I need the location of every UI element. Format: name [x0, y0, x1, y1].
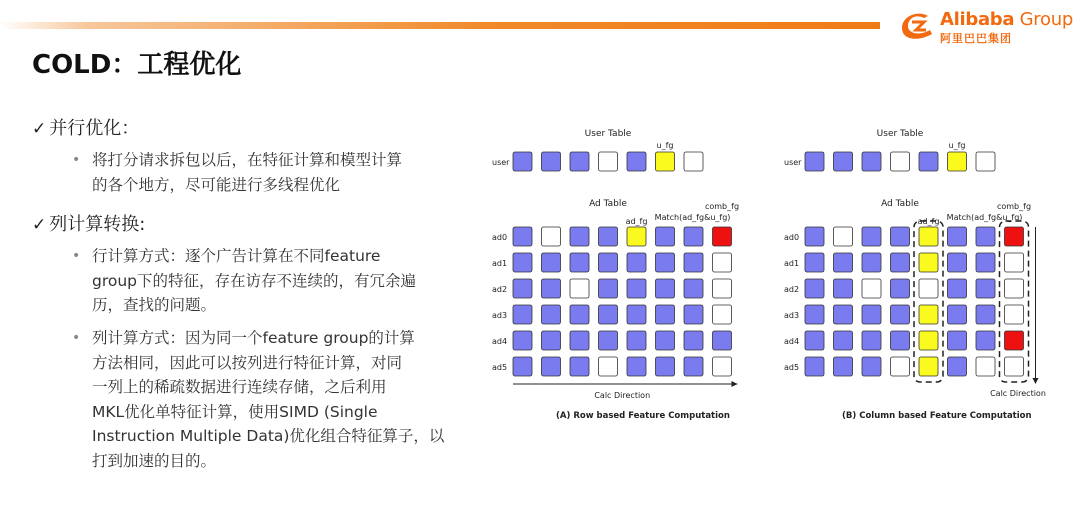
ad-feature-cell: [627, 305, 646, 324]
ad-row-label: ad0: [492, 233, 508, 242]
user-feature-cell: [948, 152, 967, 171]
ad-feature-cell: [713, 253, 732, 272]
text-line: 打到加速的目的。: [92, 451, 217, 470]
ad-feature-cell: [948, 253, 967, 272]
user-feature-cell: [891, 152, 910, 171]
ad-feature-cell: [919, 305, 938, 324]
text-line: 历，查找的问题。: [92, 296, 217, 314]
ad-row-label: ad2: [492, 285, 508, 294]
ad-feature-cell: [834, 227, 853, 246]
ad-feature-cell: [656, 253, 675, 272]
checkmark-icon: ✓: [32, 119, 47, 139]
ad-feature-cell: [891, 331, 910, 350]
logo-wordmark: Alibaba Group: [940, 9, 1073, 30]
user-table-title: User Table: [876, 129, 924, 139]
user-feature-cell: [805, 152, 824, 171]
ad-feature-cell: [684, 253, 703, 272]
ad-row-label: ad1: [492, 259, 508, 268]
caption-label: (A): [556, 411, 574, 421]
ad-feature-cell: [891, 253, 910, 272]
ad-row-label: ad3: [492, 311, 508, 320]
user-feature-cell: [542, 152, 561, 171]
bullet-heading-parallel: [32, 114, 139, 140]
list-item: [72, 244, 472, 318]
section-heading: 列计算转换:: [49, 214, 146, 235]
ad-feature-cell: [919, 279, 938, 298]
ad-row-label: ad2: [784, 285, 800, 294]
ad-feature-cell: [513, 227, 532, 246]
comb-fg-label: comb_fg: [996, 202, 1032, 211]
ad-feature-cell: [948, 305, 967, 324]
ad-feature-cell: [948, 279, 967, 298]
ad-row-label: ad0: [784, 233, 800, 242]
section-heading: 并行优化：: [49, 118, 140, 139]
text-line: 一列上的稀疏数据进行连续存储，之后利用: [92, 378, 387, 396]
calc-direction-label: Calc Direction: [990, 389, 1046, 398]
caption-text: Row based Feature Computation: [573, 411, 730, 421]
ad-feature-cell: [919, 357, 938, 376]
ad-feature-cell: [684, 305, 703, 324]
ad-row-label: ad5: [492, 363, 508, 372]
ad-feature-cell: [834, 305, 853, 324]
text-line: 列计算方式：因为同一个feature group的计算: [92, 329, 415, 347]
ad-feature-cell: [542, 305, 561, 324]
comb-fg-label: comb_fg: [704, 202, 740, 211]
ad-feature-cell: [1005, 331, 1024, 350]
ad-fg-label: ad_fg: [625, 217, 648, 226]
ad-feature-cell: [599, 305, 618, 324]
list-item: [72, 148, 472, 197]
calc-direction-arrowhead-icon: [732, 381, 738, 387]
slide-title: COLD：工程优化: [32, 50, 242, 80]
text-line: 的各个地方，尽可能进行多线程优化: [92, 175, 341, 194]
column-based-computation-figure: [782, 122, 1062, 427]
ad-row-label: ad4: [784, 337, 800, 346]
ad-feature-cell: [656, 331, 675, 350]
bullet-dot-icon: •: [72, 152, 81, 168]
bullet-dot-icon: •: [72, 248, 81, 264]
ad-feature-cell: [891, 279, 910, 298]
user-feature-cell: [919, 152, 938, 171]
user-table-title: User Table: [584, 129, 632, 139]
ad-feature-cell: [948, 357, 967, 376]
user-feature-cell: [862, 152, 881, 171]
ad-feature-cell: [1005, 279, 1024, 298]
ad-feature-cell: [976, 279, 995, 298]
ad-feature-cell: [656, 279, 675, 298]
ad-feature-cell: [1005, 357, 1024, 376]
ad-feature-cell: [570, 279, 589, 298]
text-line: 方法相同，因此可以按列进行特征计算，对同: [92, 353, 403, 372]
ad-feature-cell: [599, 331, 618, 350]
list-item: [72, 326, 472, 473]
ad-feature-cell: [570, 227, 589, 246]
ad-feature-cell: [627, 357, 646, 376]
alibaba-smile-icon: [896, 8, 936, 44]
ad-feature-cell: [656, 357, 675, 376]
ad-feature-cell: [570, 253, 589, 272]
ad-feature-cell: [834, 357, 853, 376]
ad-feature-cell: [684, 331, 703, 350]
ad-feature-cell: [919, 331, 938, 350]
ad-feature-cell: [805, 305, 824, 324]
ad-feature-cell: [627, 331, 646, 350]
ad-feature-cell: [570, 331, 589, 350]
ad-feature-cell: [513, 331, 532, 350]
ad-fg-label: ad_fg: [917, 217, 940, 226]
user-feature-cell: [513, 152, 532, 171]
ad-feature-cell: [891, 305, 910, 324]
ad-row-label: ad3: [784, 311, 800, 320]
ad-feature-cell: [513, 357, 532, 376]
ad-feature-cell: [862, 279, 881, 298]
ad-feature-cell: [919, 253, 938, 272]
ad-feature-cell: [599, 357, 618, 376]
ad-feature-cell: [862, 253, 881, 272]
ad-feature-cell: [713, 357, 732, 376]
u-fg-label: u_fg: [948, 141, 966, 150]
ad-table-title: Ad Table: [881, 199, 919, 209]
ad-feature-cell: [513, 253, 532, 272]
ad-feature-cell: [862, 305, 881, 324]
bullet-dot-icon: •: [72, 330, 81, 346]
figure-caption: [842, 411, 1032, 421]
ad-row-label: ad4: [492, 337, 508, 346]
ad-feature-cell: [542, 279, 561, 298]
calc-direction-arrowhead-icon: [1033, 378, 1039, 384]
ad-feature-cell: [627, 227, 646, 246]
ad-feature-cell: [805, 227, 824, 246]
ad-feature-cell: [862, 331, 881, 350]
ad-feature-cell: [976, 305, 995, 324]
user-feature-cell: [599, 152, 618, 171]
ad-feature-cell: [891, 227, 910, 246]
ad-feature-cell: [570, 305, 589, 324]
ad-table-title: Ad Table: [589, 199, 627, 209]
checkmark-icon: ✓: [32, 215, 47, 235]
ad-feature-cell: [713, 331, 732, 350]
ad-feature-cell: [834, 253, 853, 272]
ad-feature-cell: [976, 227, 995, 246]
ad-feature-cell: [713, 227, 732, 246]
ad-feature-cell: [513, 279, 532, 298]
text-line: 将打分请求拆包以后，在特征计算和模型计算: [92, 151, 403, 169]
user-feature-cell: [834, 152, 853, 171]
ad-feature-cell: [656, 227, 675, 246]
ad-feature-cell: [684, 357, 703, 376]
text-line: 行计算方式：逐个广告计算在不同feature: [92, 247, 381, 265]
ad-feature-cell: [599, 279, 618, 298]
ad-feature-cell: [599, 227, 618, 246]
match-label: Match(ad_fg&u_fg): [654, 213, 731, 222]
ad-feature-cell: [542, 331, 561, 350]
ad-feature-cell: [713, 305, 732, 324]
ad-feature-cell: [513, 305, 532, 324]
ad-feature-cell: [919, 227, 938, 246]
row-based-computation-figure: [490, 122, 750, 427]
user-row-label: user: [784, 158, 802, 167]
ad-feature-cell: [834, 279, 853, 298]
user-feature-cell: [627, 152, 646, 171]
text-line: Instruction Multiple Data)优化组合特征算子，以: [92, 427, 445, 445]
alibaba-logo: [896, 8, 1071, 46]
ad-feature-cell: [656, 305, 675, 324]
ad-feature-cell: [805, 253, 824, 272]
bullet-heading-column: [32, 210, 145, 236]
ad-feature-cell: [805, 331, 824, 350]
ad-feature-cell: [570, 357, 589, 376]
text-line: MKL优化单特征计算，使用SIMD (Single: [92, 402, 378, 421]
ad-feature-cell: [1005, 305, 1024, 324]
ad-feature-cell: [542, 253, 561, 272]
ad-feature-cell: [542, 227, 561, 246]
ad-feature-cell: [599, 253, 618, 272]
user-feature-cell: [976, 152, 995, 171]
ad-row-label: ad1: [784, 259, 800, 268]
ad-feature-cell: [684, 279, 703, 298]
ad-feature-cell: [627, 253, 646, 272]
ad-feature-cell: [862, 227, 881, 246]
user-row-label: user: [492, 158, 510, 167]
user-feature-cell: [570, 152, 589, 171]
logo-chinese: 阿里巴巴集团: [940, 32, 1012, 45]
ad-feature-cell: [976, 253, 995, 272]
ad-feature-cell: [805, 357, 824, 376]
ad-row-label: ad5: [784, 363, 800, 372]
caption-label: (B): [842, 411, 860, 421]
ad-feature-cell: [1005, 227, 1024, 246]
ad-feature-cell: [948, 227, 967, 246]
user-feature-cell: [684, 152, 703, 171]
ad-feature-cell: [542, 357, 561, 376]
u-fg-label: u_fg: [656, 141, 674, 150]
caption-text: Column based Feature Computation: [859, 411, 1032, 421]
ad-feature-cell: [1005, 253, 1024, 272]
ad-feature-cell: [862, 357, 881, 376]
ad-feature-cell: [834, 331, 853, 350]
ad-feature-cell: [627, 279, 646, 298]
text-line: group下的特征，存在访存不连续的，有冗余遍: [92, 271, 417, 290]
ad-feature-cell: [948, 331, 967, 350]
header-accent-bar: [0, 22, 880, 29]
ad-feature-cell: [976, 357, 995, 376]
figure-caption: [556, 411, 730, 421]
match-label: Match(ad_fg&u_fg): [946, 213, 1023, 222]
ad-feature-cell: [805, 279, 824, 298]
ad-feature-cell: [684, 227, 703, 246]
ad-feature-cell: [713, 279, 732, 298]
user-feature-cell: [656, 152, 675, 171]
ad-feature-cell: [976, 331, 995, 350]
calc-direction-label: Calc Direction: [594, 391, 651, 400]
ad-feature-cell: [891, 357, 910, 376]
